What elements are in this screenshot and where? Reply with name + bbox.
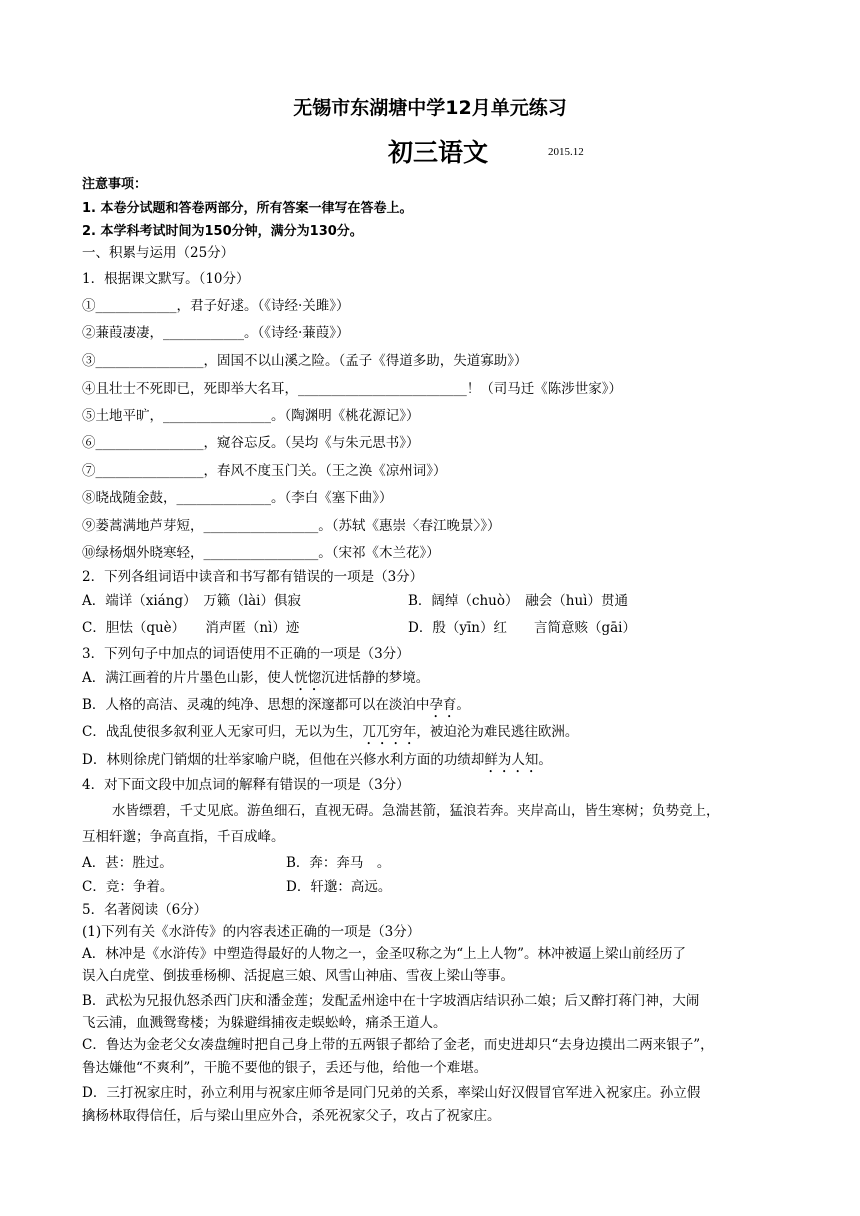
q3-option-c: C．战乱使很多叙利亚人无家可归，无以为生，兀兀穷年，被迫沦为难民逃往欧洲。 (82, 724, 579, 740)
q2-stem: 2．下列各组词语中读音和书写都有错误的一项是（3分） (82, 569, 424, 585)
q1-stem: 1．根据课文默写。（10分） (82, 271, 250, 287)
notice-item-1: 1. 本卷分试题和答卷两部分，所有答案一律写在答卷上。 (82, 201, 413, 216)
q5-option-d-line-1: D．三打祝家庄时，孙立利用与祝家庄师爷是同门兄弟的关系，率梁山好汉假冒官军进入祝家庄。孙立假 (82, 1085, 701, 1101)
q2-option-c: C．胆怯（què） 消声匿（nì）迹 (82, 620, 300, 636)
notice-item-2: 2. 本学科考试时间为150分钟，满分为130分。 (82, 224, 363, 239)
q4-stem: 4．对下面文段中加点词的解释有错误的一项是（3分） (82, 777, 410, 793)
q4-option-b: B．奔：奔马 。 (286, 855, 391, 871)
q1-line-9: ⑨蒌蒿满地芦芽短，_________________。（苏轼《惠崇〈春江晚景〉》） (82, 518, 501, 534)
q1-line-8: ⑧晓战随金鼓，______________。（李白《塞下曲》） (82, 490, 393, 506)
q2-option-a: A．端详（xiáng） 万籁（lài）俱寂 (82, 593, 301, 609)
q1-line-7: ⑦________________，春风不度玉门关。（王之涣《凉州词》） (82, 463, 447, 479)
notice-heading: 注意事项： (82, 177, 148, 192)
q2-option-b: B．阔绰（chuò） 融会（huì）贯通 (408, 593, 628, 609)
q1-line-3: ③________________，固国不以山溪之险。（孟子《得道多助，失道寡助》） (82, 353, 528, 369)
q4-option-a: A．甚：胜过。 (82, 855, 173, 871)
q3-option-a: A．满江画着的片片墨色山影，使人恍惚沉进恬静的梦境。 (82, 670, 430, 686)
exam-date: 2015.12 (548, 146, 584, 158)
exam-title: 无锡市东湖塘中学12月单元练习 (293, 97, 567, 119)
q5-option-a-line-1: A．林冲是《水浒传》中塑造得最好的人物之一，金圣叹称之为“上上人物”。林冲被逼上梁山前经历了 (82, 946, 687, 962)
q4-option-d: D．轩邈：高远。 (286, 879, 392, 895)
q3-option-b: B．人格的高洁、灵魂的纯净、思想的深邃都可以在淡泊中孕育。 (82, 697, 470, 713)
q1-line-1: ①____________，君子好逑。（《诗经·关雎》） (82, 298, 350, 314)
q5-option-a-line-2: 误入白虎堂、倒拔垂杨柳、活捉扈三娘、风雪山神庙、雪夜上梁山等事。 (82, 968, 514, 984)
section-1-heading: 一、积累与运用（25分） (82, 245, 235, 261)
q5-option-c-line-2: 鲁达嫌他“不爽利”，干脆不要他的银子，丢还与他，给他一个难堪。 (82, 1060, 488, 1076)
q4-passage-line-1: 水皆缥碧，千丈见底。游鱼细石，直视无碍。急湍甚箭，猛浪若奔。夹岸高山，皆生寒树；负势竞上， (112, 803, 720, 819)
q2-option-d: D．殷（yīn）红 言简意赅（gāi） (408, 620, 636, 636)
q4-option-c: C．竞：争着。 (82, 879, 174, 895)
q3-option-d: D．林则徐虎门销烟的壮举家喻户晓，但他在兴修水利方面的功绩却鲜为人知。 (82, 752, 552, 768)
q1-line-2: ②蒹葭凄凄，____________。（《诗经·蒹葭》） (82, 325, 350, 341)
q1-line-5: ⑤土地平旷，________________。（陶渊明《桃花源记》） (82, 408, 420, 424)
exam-subtitle: 初三语文 (388, 138, 489, 167)
q5-option-d-line-2: 擒杨林取得信任，后与梁山里应外合，杀死祝家父子，攻占了祝家庄。 (82, 1108, 501, 1124)
q5-stem: 5．名著阅读（6分） (82, 902, 208, 918)
q1-line-6: ⑥________________，窥谷忘反。（吴均《与朱元思书》） (82, 435, 420, 451)
q1-line-4: ④且壮士不死即已，死即举大名耳，_________________________！（司马迁《陈涉世家》） (82, 381, 622, 397)
q4-passage-line-2: 互相轩邈；争高直指，千百成峰。 (82, 829, 285, 845)
q5-sub-1: (1)下列有关《水浒传》的内容表述正确的一项是（3分） (82, 924, 421, 940)
q5-option-b-line-1: B．武松为兄报仇怒杀西门庆和潘金莲；发配孟州途中在十字坡酒店结识孙二娘；后又醉打蒋门神，大闹 (82, 993, 700, 1009)
q5-option-b-line-2: 飞云浦，血溅鸳鸯楼；为躲避缉捕夜走蜈蚣岭，痛杀王道人。 (82, 1015, 447, 1031)
q3-stem: 3．下列句子中加点的词语使用不正确的一项是（3分） (82, 646, 410, 662)
q1-line-10: ⑩绿杨烟外晓寒轻，_________________。（宋祁《木兰花》） (82, 545, 440, 561)
q5-option-c-line-1: C．鲁达为金老父女凑盘缠时把自己身上带的五两银子都给了金老，而史进却只“去身边摸出二两来银子”， (82, 1037, 714, 1053)
